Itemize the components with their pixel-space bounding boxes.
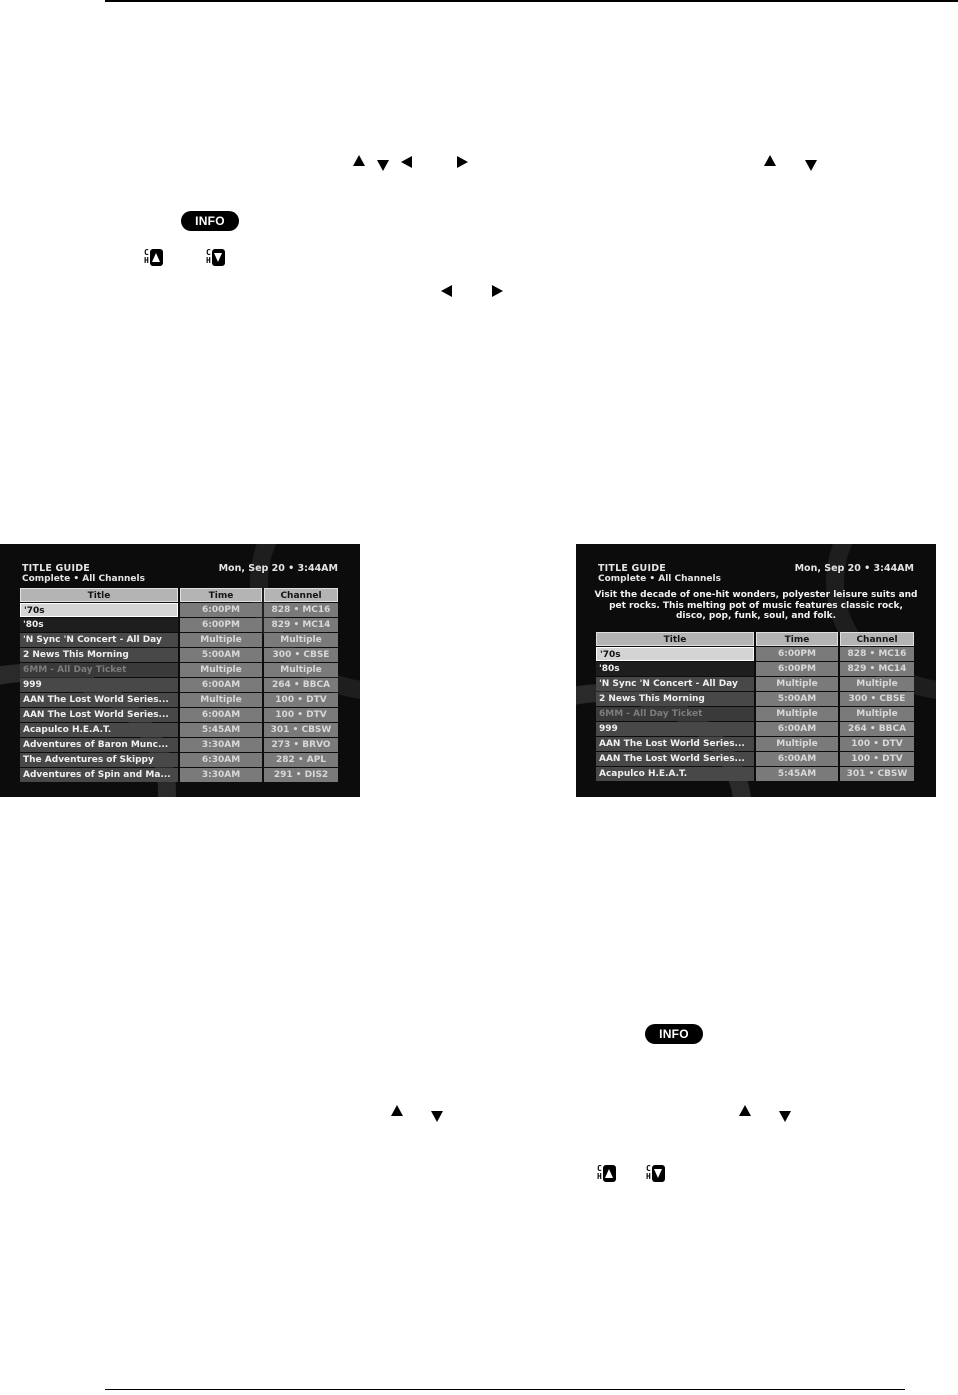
header-channel: Channel <box>840 632 914 646</box>
row-channel: Multiple <box>264 663 338 677</box>
up-arrow-icon <box>739 1105 751 1116</box>
header-title: Title <box>596 632 754 646</box>
row-title: AAN The Lost World Series... <box>20 708 178 722</box>
row-title: Acapulco H.E.A.T. <box>20 723 178 737</box>
guide-row <box>20 603 340 617</box>
info-button-icon <box>181 211 239 231</box>
row-channel: 300 • CBSE <box>264 648 338 662</box>
row-title: 999 <box>20 678 178 692</box>
row-title: 'N Sync 'N Concert - All Day <box>596 677 754 691</box>
row-time: Multiple <box>756 737 838 751</box>
row-title: 6MM - All Day Ticket <box>596 707 754 721</box>
guide-row <box>20 648 340 662</box>
left-arrow-icon <box>401 156 412 168</box>
row-title: The Adventures of Skippy <box>20 753 178 767</box>
header-time: Time <box>756 632 838 646</box>
screen-title: TITLE GUIDE <box>22 563 90 574</box>
screen-title: TITLE GUIDE <box>598 563 666 574</box>
guide-row <box>596 692 916 706</box>
row-time: Multiple <box>180 633 262 647</box>
bottom-rule <box>105 1389 905 1390</box>
row-title: '70s <box>20 603 178 617</box>
row-title: Adventures of Baron Munc... <box>20 738 178 752</box>
ch-letter-c: C <box>597 1164 602 1173</box>
row-time: 6:30AM <box>180 753 262 767</box>
row-time: Multiple <box>756 677 838 691</box>
guide-row <box>596 647 916 661</box>
row-channel: 273 • BRVO <box>264 738 338 752</box>
guide-row <box>596 737 916 751</box>
row-time: 5:00AM <box>180 648 262 662</box>
row-channel: 829 • MC14 <box>264 618 338 632</box>
row-time: Multiple <box>756 707 838 721</box>
row-channel: 301 • CBSW <box>840 767 914 781</box>
row-channel: 828 • MC16 <box>264 603 338 617</box>
up-arrow-icon <box>391 1105 403 1116</box>
row-title: 6MM - All Day Ticket <box>20 663 178 677</box>
header-time: Time <box>180 588 262 602</box>
row-channel: 100 • DTV <box>264 693 338 707</box>
guide-row <box>20 678 340 692</box>
screen-subtitle: Complete • All Channels <box>598 574 721 584</box>
channel-down-icon <box>206 248 225 266</box>
row-title: 'N Sync 'N Concert - All Day <box>20 633 178 647</box>
guide-row <box>20 633 340 647</box>
row-time: 6:00AM <box>180 708 262 722</box>
row-time: 6:00PM <box>756 647 838 661</box>
guide-row <box>20 693 340 707</box>
tv-screenshot-title-guide-info <box>576 544 936 797</box>
row-title: Acapulco H.E.A.T. <box>596 767 754 781</box>
tv-screenshot-title-guide <box>0 544 360 797</box>
row-channel: 829 • MC14 <box>840 662 914 676</box>
row-channel: Multiple <box>840 677 914 691</box>
guide-row <box>596 662 916 676</box>
guide-row <box>20 768 340 782</box>
ch-letter-h: H <box>206 256 211 265</box>
row-title: Adventures of Spin and Ma... <box>20 768 178 782</box>
program-description: Visit the decade of one-hit wonders, polyester leisure suits and pet rocks. This melting pot of music features classic rock, disco, pop, funk, soul, and folk. <box>594 590 918 621</box>
left-arrow-icon <box>441 285 452 297</box>
right-arrow-icon <box>492 285 503 297</box>
ch-letter-h: H <box>597 1172 602 1181</box>
guide-header <box>596 632 916 646</box>
guide-row <box>20 708 340 722</box>
guide-row <box>20 753 340 767</box>
row-title: AAN The Lost World Series... <box>596 737 754 751</box>
ch-letter-c: C <box>144 248 149 257</box>
screen-datetime: Mon, Sep 20 • 3:44AM <box>794 563 914 574</box>
right-arrow-icon <box>457 156 468 168</box>
row-time: Multiple <box>180 663 262 677</box>
guide-row <box>596 767 916 781</box>
channel-up-icon <box>144 248 163 266</box>
row-channel: 828 • MC16 <box>840 647 914 661</box>
row-time: 6:00PM <box>756 662 838 676</box>
ch-letter-c: C <box>646 1164 651 1173</box>
down-arrow-icon <box>805 160 817 171</box>
info-button-icon <box>645 1024 703 1044</box>
guide-row <box>20 738 340 752</box>
screen-subtitle: Complete • All Channels <box>22 574 145 584</box>
row-time: 3:30AM <box>180 768 262 782</box>
top-rule <box>105 0 958 2</box>
guide-row <box>596 752 916 766</box>
guide-row <box>596 707 916 721</box>
row-title: AAN The Lost World Series... <box>20 693 178 707</box>
down-arrow-icon <box>431 1111 443 1122</box>
row-channel: 100 • DTV <box>840 737 914 751</box>
row-channel: 100 • DTV <box>840 752 914 766</box>
row-channel: 264 • BBCA <box>840 722 914 736</box>
row-time: 5:45AM <box>180 723 262 737</box>
down-arrow-icon <box>779 1111 791 1122</box>
row-title: 2 News This Morning <box>596 692 754 706</box>
row-time: Multiple <box>180 693 262 707</box>
info-label: INFO <box>659 1027 689 1041</box>
row-title: 999 <box>596 722 754 736</box>
row-time: 3:30AM <box>180 738 262 752</box>
row-time: 6:00AM <box>180 678 262 692</box>
ch-letter-h: H <box>646 1172 651 1181</box>
row-title: 2 News This Morning <box>20 648 178 662</box>
info-label: INFO <box>195 214 225 228</box>
row-time: 6:00PM <box>180 618 262 632</box>
row-time: 5:00AM <box>756 692 838 706</box>
guide-row <box>596 722 916 736</box>
down-arrow-icon <box>377 160 389 171</box>
guide-row <box>20 723 340 737</box>
guide-row <box>20 618 340 632</box>
row-title: '80s <box>596 662 754 676</box>
ch-letter-h: H <box>144 256 149 265</box>
row-time: 5:45AM <box>756 767 838 781</box>
row-channel: 291 • DIS2 <box>264 768 338 782</box>
guide-grid <box>20 588 340 783</box>
ch-letter-c: C <box>206 248 211 257</box>
row-title: '80s <box>20 618 178 632</box>
row-title: AAN The Lost World Series... <box>596 752 754 766</box>
row-channel: 300 • CBSE <box>840 692 914 706</box>
channel-down-icon <box>646 1164 665 1182</box>
row-channel: 100 • DTV <box>264 708 338 722</box>
row-time: 6:00PM <box>180 603 262 617</box>
guide-row <box>20 663 340 677</box>
guide-row <box>596 677 916 691</box>
guide-header <box>20 588 340 602</box>
guide-grid <box>596 632 916 782</box>
row-time: 6:00AM <box>756 752 838 766</box>
row-title: '70s <box>596 647 754 661</box>
screen-datetime: Mon, Sep 20 • 3:44AM <box>218 563 338 574</box>
channel-up-icon <box>597 1164 616 1182</box>
up-arrow-icon <box>764 155 776 166</box>
row-channel: 301 • CBSW <box>264 723 338 737</box>
up-arrow-icon <box>353 155 365 166</box>
row-channel: 264 • BBCA <box>264 678 338 692</box>
row-time: 6:00AM <box>756 722 838 736</box>
row-channel: Multiple <box>264 633 338 647</box>
header-channel: Channel <box>264 588 338 602</box>
row-channel: Multiple <box>840 707 914 721</box>
row-channel: 282 • APL <box>264 753 338 767</box>
header-title: Title <box>20 588 178 602</box>
